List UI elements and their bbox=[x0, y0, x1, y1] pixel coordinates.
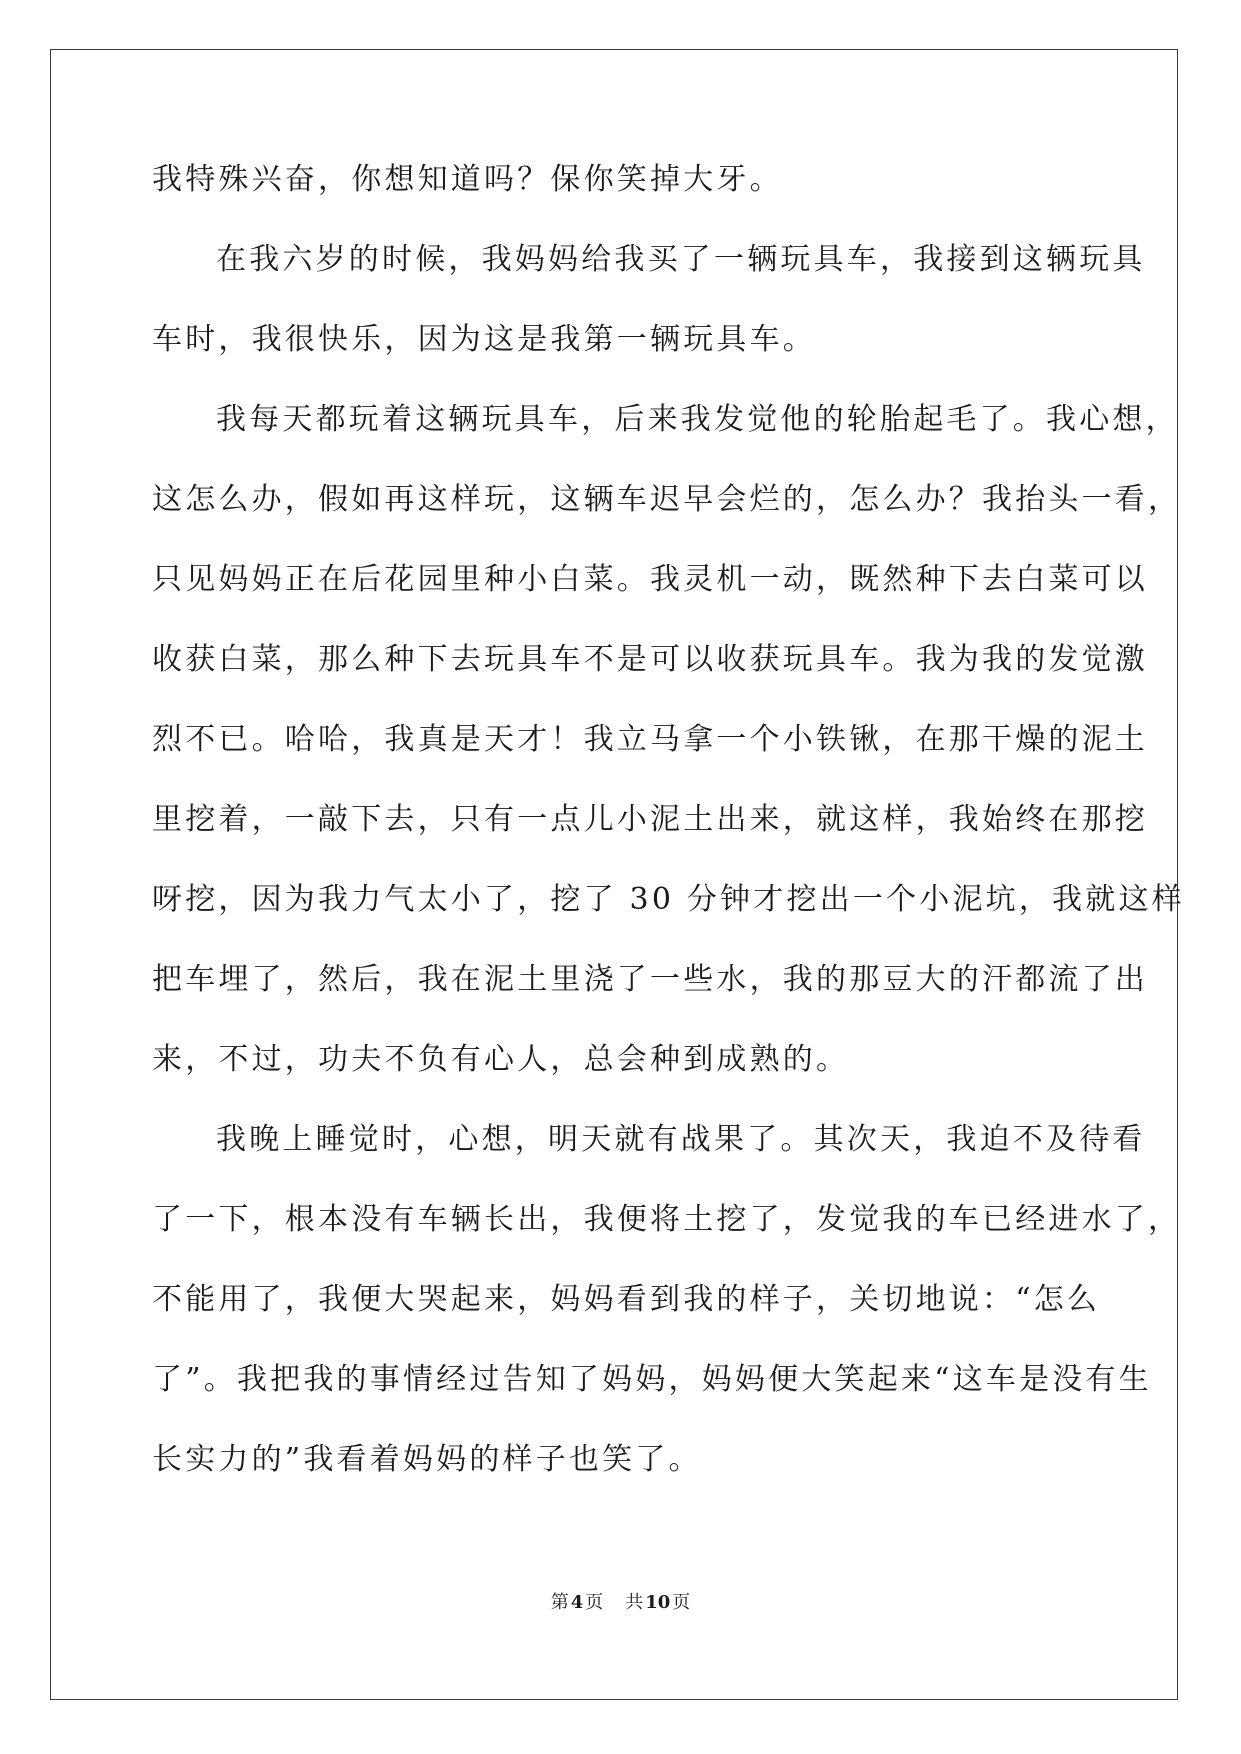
page-number: 4 bbox=[570, 1592, 584, 1613]
text-line: 长实力的”我看着妈妈的样子也笑了。 bbox=[152, 1442, 702, 1477]
page-suffix: 页 bbox=[585, 1592, 604, 1613]
text-line: 把车埋了，然后，我在泥土里浇了一些水，我的那豆大的汗都流了出 bbox=[152, 962, 1148, 997]
text-line: 我特殊兴奋，你想知道吗？保你笑掉大牙。 bbox=[152, 162, 783, 197]
text-line: 只见妈妈正在后花园里种小白菜。我灵机一动，既然种下去白菜可以 bbox=[152, 562, 1148, 597]
total-pages: 10 bbox=[645, 1592, 671, 1613]
text-line: 里挖着，一敲下去，只有一点儿小泥土出来，就这样，我始终在那挖 bbox=[152, 802, 1148, 837]
page-footer bbox=[0, 1591, 1241, 1615]
total-prefix: 共 bbox=[625, 1592, 644, 1613]
page-prefix: 第 bbox=[550, 1592, 569, 1613]
paragraph-start-line: 在我六岁的时候，我妈妈给我买了一辆玩具车，我接到这辆玩具 bbox=[216, 242, 1146, 277]
text-line: 不能用了，我便大哭起来，妈妈看到我的样子，关切地说：“怎么 bbox=[152, 1282, 1101, 1317]
text-line: 烈不已。哈哈，我真是天才！我立马拿一个小铁锹，在那干燥的泥土 bbox=[152, 722, 1148, 757]
text-line: 来，不过，功夫不负有心人，总会种到成熟的。 bbox=[152, 1042, 850, 1077]
text-line: 收获白菜，那么种下去玩具车不是可以收获玩具车。我为我的发觉激 bbox=[152, 642, 1148, 677]
paragraph-start-line: 我每天都玩着这辆玩具车，后来我发觉他的轮胎起毛了。我心想， bbox=[216, 402, 1179, 437]
text-line: 车时，我很快乐，因为这是我第一辆玩具车。 bbox=[152, 322, 816, 357]
text-line: 呀挖，因为我力气太小了，挖了 30 分钟才挖出一个小泥坑，我就这样 bbox=[152, 882, 1185, 917]
text-line: 了”。我把我的事情经过告知了妈妈，妈妈便大笑起来“这车是没有生 bbox=[152, 1362, 1152, 1397]
text-line: 了一下，根本没有车辆长出，我便将土挖了，发觉我的车已经进水了， bbox=[152, 1202, 1182, 1237]
text-line: 这怎么办，假如再这样玩，这辆车迟早会烂的，怎么办？我抬头一看， bbox=[152, 482, 1182, 517]
paragraph-start-line: 我晚上睡觉时，心想，明天就有战果了。其次天，我迫不及待看 bbox=[216, 1122, 1146, 1157]
total-suffix: 页 bbox=[672, 1592, 691, 1613]
